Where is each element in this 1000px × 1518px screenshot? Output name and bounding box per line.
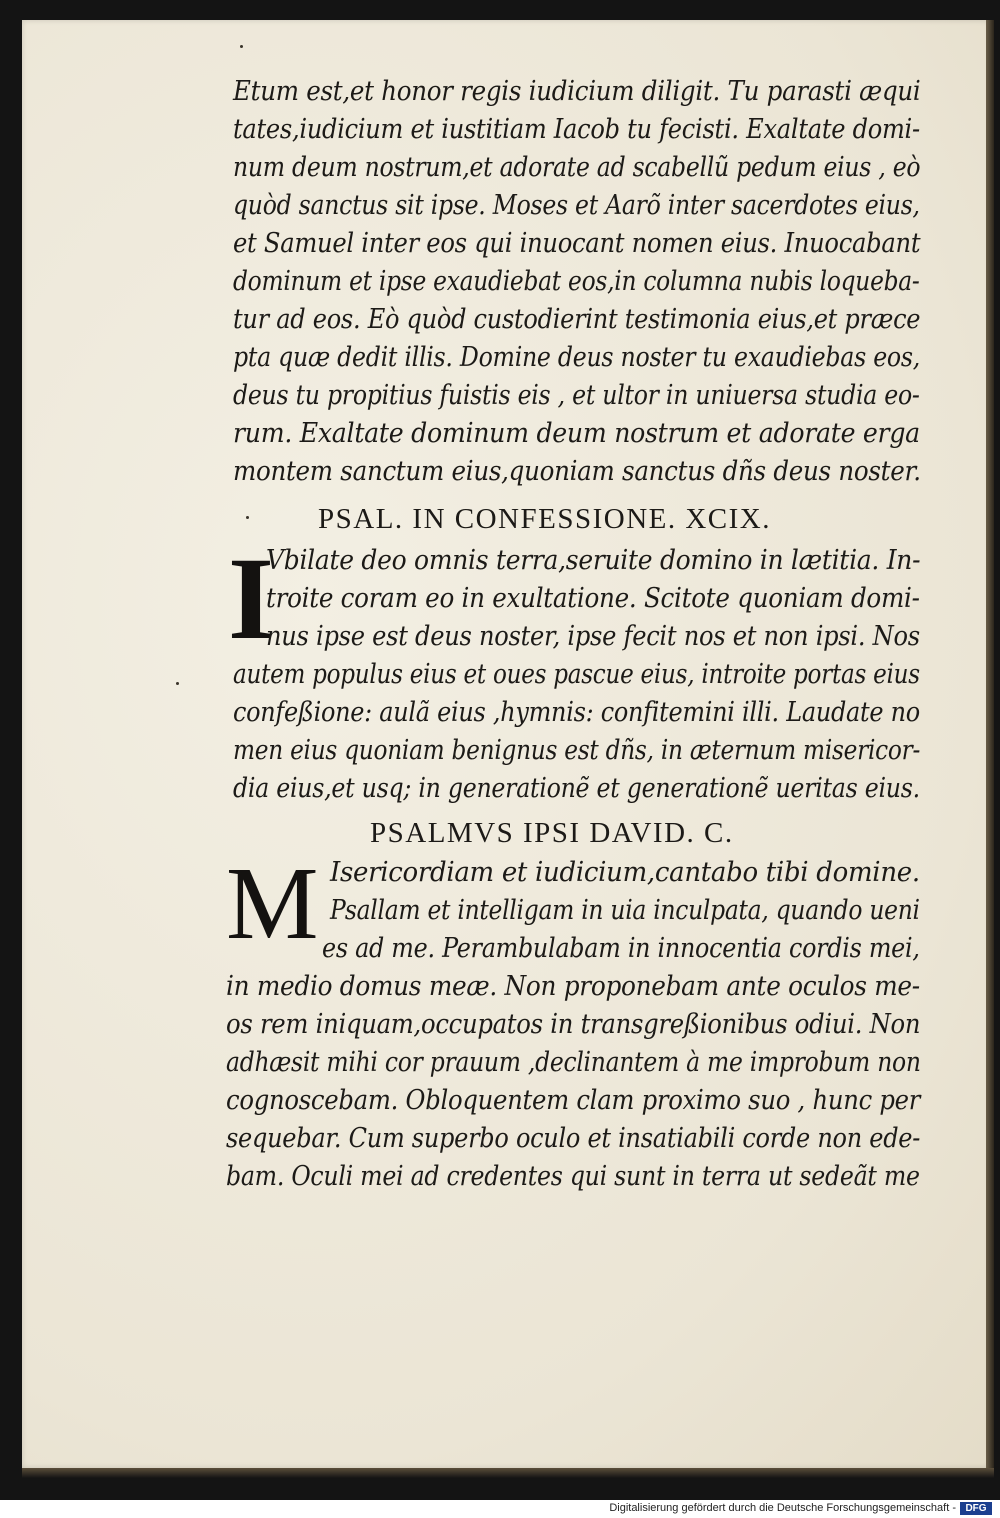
text-line: tates,iudicium et iustitiam Iacob tu fecisti. Exaltate domi- xyxy=(233,114,920,145)
text-line: Isericordiam et iudicium,cantabo tibi domine. xyxy=(330,857,920,888)
text-line: cognoscebam. Obloquentem clam proximo suo , hunc per xyxy=(226,1085,921,1116)
text-line: sequebar. Cum superbo oculo et insatiabili corde non ede- xyxy=(226,1123,921,1154)
text-line: es ad me. Perambulabam in innocentia cordis mei, xyxy=(322,933,920,964)
page-edge-right xyxy=(986,20,994,1468)
text-line: et Samuel inter eos qui inuocant nomen eius. Inuocabant xyxy=(233,228,921,259)
text-line: adhæsit mihi cor prauum ,declinantem à me improbum non xyxy=(226,1047,921,1078)
text-line: tur ad eos. Eò quòd custodierint testimonia eius,et præce xyxy=(233,304,921,335)
text-line: confeßione: aulã eius ,hymnis: confitemini illi. Laudate no xyxy=(233,697,920,728)
paper-speck xyxy=(176,682,179,685)
text-line: troite coram eo in exultatione. Scitote quoniam domi- xyxy=(266,583,920,614)
psalm-heading: PSALMVS IPSI DAVID. C. xyxy=(370,817,734,849)
drop-cap-initial: I xyxy=(228,533,274,664)
text-line: dominum et ipse exaudiebat eos,in columna nubis loqueba- xyxy=(233,266,920,297)
text-line: montem sanctum eius,quoniam sanctus dñs deus noster. xyxy=(233,456,921,487)
drop-cap-initial: M xyxy=(226,846,319,961)
footer-credit: Digitalisierung gefördert durch die Deutsche Forschungsgemeinschaft - xyxy=(609,1502,956,1514)
paper-speck xyxy=(246,516,249,519)
text-line: deus tu propitius fuistis eis , et ultor in uniuersa studia eo- xyxy=(233,380,920,411)
psalm-heading: PSAL. IN CONFESSIONE. XCIX. xyxy=(318,503,771,535)
text-line: Etum est,et honor regis iudicium diligit. Tu parasti æqui xyxy=(233,76,921,107)
text-line: os rem iniquam,occupatos in transgreßionibus odiui. Non xyxy=(226,1009,921,1040)
paper-speck xyxy=(240,45,243,48)
text-line: in medio domus meæ. Non proponebam ante oculos me- xyxy=(226,971,920,1002)
text-line: Vbilate deo omnis terra,seruite domino in lætitia. In- xyxy=(266,545,921,576)
text-line: Psallam et intelligam in uia inculpata, quando ueni xyxy=(330,895,920,926)
page-edge-bottom xyxy=(22,1468,994,1478)
text-line: dia eius,et usq; in generationẽ et generationẽ ueritas eius. xyxy=(233,773,920,804)
dfg-logo: DFG xyxy=(960,1502,992,1515)
text-line: quòd sanctus sit ipse. Moses et Aarõ inter sacerdotes eius, xyxy=(233,190,920,221)
text-line: autem populus eius et oues pascue eius, introite portas eius xyxy=(233,659,920,690)
text-line: rum. Exaltate dominum deum nostrum et adorate erga xyxy=(233,418,920,449)
text-line: pta quæ dedit illis. Domine deus noster tu exaudiebas eos, xyxy=(233,342,920,373)
text-line: bam. Oculi mei ad credentes qui sunt in terra ut sedeãt me xyxy=(226,1161,920,1192)
text-line: nus ipse est deus noster, ipse fecit nos et non ipsi. Nos xyxy=(266,621,920,652)
text-line: men eius quoniam benignus est dñs, in æternum misericor- xyxy=(233,735,921,766)
text-line: num deum nostrum,et adorate ad scabellũ pedum eius , eò xyxy=(233,152,921,183)
